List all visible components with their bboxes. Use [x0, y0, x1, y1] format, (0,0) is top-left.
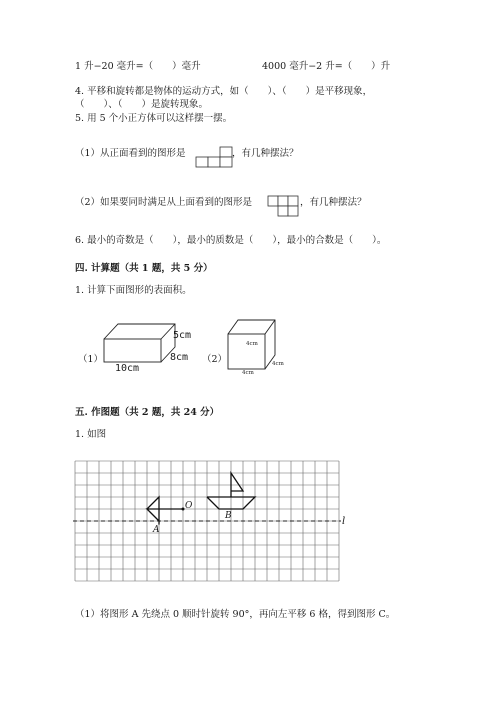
question-4-line2: （ ）、（ ）是旋转现象。 [75, 99, 209, 110]
line-l-label: l [342, 516, 346, 527]
question-6: 6. 最小的奇数是（ ），最小的质数是（ ），最小的合数是（ ）。 [75, 235, 387, 246]
section-4-question-1: 1. 计算下面图形的表面积。 [75, 285, 192, 296]
cube-side-label: 4cm [272, 361, 284, 367]
figure-1-label: （1） [78, 354, 104, 365]
cuboid-width-label: 8cm [170, 352, 189, 363]
figure-a [147, 497, 183, 521]
cuboid-length-label: 10cm [115, 363, 140, 374]
figure-b-hull [207, 497, 255, 509]
figure-2-label: （2） [202, 354, 228, 365]
conversion-right: 4000 毫升−2 升=（ ）升 [262, 61, 391, 72]
section-5-question-1: 1. 如图 [75, 429, 107, 440]
cube-front-label: 4cm [246, 341, 258, 347]
point-b-label: B [225, 511, 232, 521]
section-5-heading: 五. 作图题（共 2 题，共 24 分） [75, 407, 220, 418]
point-a-label: A [153, 525, 160, 535]
point-o-label: O [185, 501, 193, 511]
cube-bottom-label: 4cm [242, 370, 254, 376]
question-5-sub2-prefix: （2）如果要同时满足从上面看到的图形是 [75, 197, 253, 208]
question-5-sub2-suffix: ，有几种摆法？ [300, 197, 367, 208]
section-5-instruction: （1）将图形 A 先绕点 0 顺时针旋转 90°，再向左平移 6 格，得到图形 C。 [75, 609, 396, 620]
question-5-sub1-suffix: ，有几种摆法？ [232, 148, 299, 159]
question-5-sub1-prefix: （1）从正面看到的图形是 [75, 148, 186, 159]
section-4-heading: 四. 计算题（共 1 题，共 5 分） [75, 263, 213, 274]
figure-b-sail [231, 473, 243, 497]
question-4-line1: 4. 平移和旋转都是物体的运动方式，如（ ）、（ ）是平移现象， [75, 86, 373, 97]
question-5-title: 5. 用 5 个小正方体可以这样摆一摆。 [75, 113, 233, 124]
conversion-left: 1 升−20 毫升=（ ）毫升 [75, 61, 201, 72]
cuboid-height-label: 5cm [173, 330, 192, 341]
